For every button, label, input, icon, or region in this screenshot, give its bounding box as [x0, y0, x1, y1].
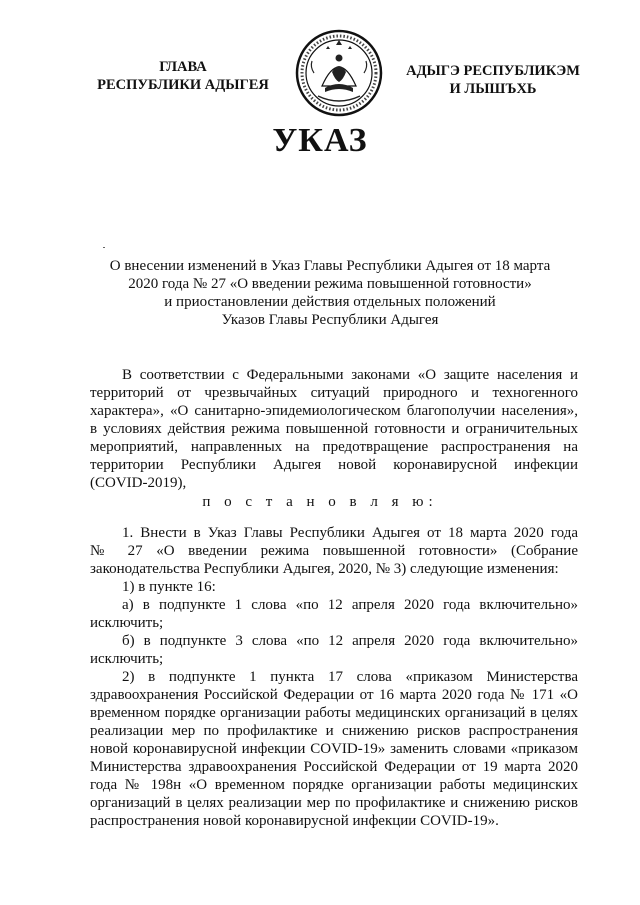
preamble-line: мероприятий, направленных на предотвращение распространения на [90, 439, 578, 455]
body-line: организаций в целях реализации мер по профилактике и снижению рисков [90, 795, 578, 811]
body-line: здравоохранения Российской Федерации от 16 марта 2020 года № 171 «О [90, 687, 578, 703]
preamble-line: территорий от чрезвычайных ситуаций природного и техногенного [90, 385, 578, 401]
decree-body [90, 524, 578, 830]
header-right [398, 62, 588, 98]
preamble-line: характера», «О санитарно-эпидемиологическом благополучии населения», [90, 403, 578, 419]
preamble-line: территории Республики Адыгея новой коронавирусной инфекции [90, 457, 578, 473]
subject-line: О внесении изменений в Указ Главы Республики Адыгея от 18 марта [109, 258, 551, 274]
preamble-line: В соответствии с Федеральными законами «О защите населения и [122, 367, 578, 383]
body-line: исключить; [90, 615, 164, 631]
body-line: а) в подпункте 1 слова «по 12 апреля 2020 года включительно» [122, 597, 578, 613]
header-right-line1: АДЫГЭ РЕСПУБЛИКЭМ [406, 63, 580, 79]
body-line: года № 198н «О временном порядке организации работы медицинских [90, 777, 578, 793]
body-line: временном порядке организации работы медицинских организаций в целях [90, 705, 578, 721]
preamble [90, 366, 578, 492]
body-line: 1. Внести в Указ Главы Республики Адыгея от 18 марта 2020 года [122, 525, 578, 541]
body-line: новой коронавирусной инфекции COVID-19» заменить словами «приказом [90, 741, 578, 757]
scan-mark [103, 247, 105, 248]
subject-line: 2020 года № 27 «О введении режима повышенной готовности» [128, 276, 532, 292]
body-line: 1) в пункте 16: [122, 579, 216, 595]
body-line: б) в подпункте 3 слова «по 12 апреля 2020 года включительно» [122, 633, 578, 649]
body-line: распространения новой коронавирусной инфекции COVID-19». [90, 813, 499, 829]
body-line: Министерства здравоохранения Российской Федерации от 19 марта 2020 [90, 759, 578, 775]
header-left-line1: ГЛАВА [159, 59, 207, 75]
body-line: № 27 «О введении режима повышенной готовности» (Собрание [90, 543, 578, 559]
decree-subject [90, 257, 570, 329]
body-line: 2) в подпункте 1 пункта 17 слова «приказом Министерства [122, 669, 578, 685]
body-line: законодательства Республики Адыгея, 2020, № 3) следующие изменения: [90, 561, 559, 577]
document-title: УКАЗ [272, 122, 368, 159]
subject-line: Указов Главы Республики Адыгея [221, 312, 439, 328]
header-left [88, 58, 278, 94]
body-line: исключить; [90, 651, 164, 667]
header-left-line2: РЕСПУБЛИКИ АДЫГЕЯ [97, 77, 269, 93]
coat-of-arms-icon [292, 28, 386, 118]
subject-line: и приостановлении действия отдельных положений [164, 294, 496, 310]
preamble-line: в условиях действия режима повышенной готовности и ограничительных [90, 421, 578, 437]
decree-word: п о с т а н о в л я ю: [202, 494, 438, 510]
header-right-line2: И ЛЫШЪХЬ [449, 81, 537, 97]
body-line: реализации мер по профилактике и снижению рисков распространения [90, 723, 578, 739]
preamble-line: (COVID-2019), [90, 475, 187, 491]
